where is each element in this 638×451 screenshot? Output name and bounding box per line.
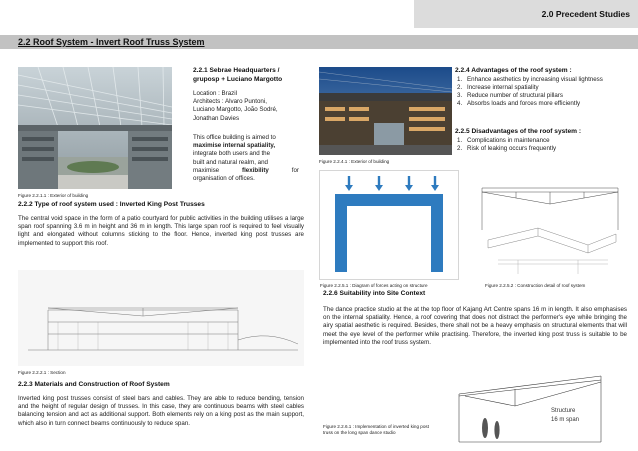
dance-studio-sketch: [455, 372, 605, 444]
advantage-item: 1. Enhance aesthetics by increasing visual lightness: [457, 76, 603, 83]
forces-diagram: [319, 170, 459, 280]
exterior-photo-left: [18, 67, 172, 189]
project-desc-3-text: integrate both users and the: [193, 150, 271, 158]
type-heading: 2.2.2 Type of roof system used : Inverted King Post Trusses: [18, 201, 205, 208]
project-description: [193, 134, 299, 183]
sketch-label-1: Structure: [551, 408, 576, 414]
figure-caption-exterior-left: Figure 2.2.1.1 : Exterior of building: [18, 193, 89, 198]
figure-caption-sketch-2: truss on the long span dance studio: [323, 429, 396, 435]
page-title: 2.0 Precedent Studies: [541, 9, 630, 19]
figure-caption-exterior-right: Figure 2.2.4.1 : Exterior of building: [319, 159, 390, 164]
materials-heading: 2.2.3 Materials and Construction of Roof System: [18, 381, 170, 388]
section-drawing: [18, 270, 304, 366]
section-title-bar: [0, 35, 638, 49]
project-desc-5: [193, 167, 299, 175]
project-location: Location : Brazil: [193, 90, 238, 97]
figure-caption-section: Figure 2.2.2.1 : Section: [18, 370, 66, 375]
materials-body: Inverted king post trusses consist of steel bars and cables. They are able to reduce bending, tension and the height of regular design of trusses. In this case, they are continuous beams with steel cables balancing tension and act as additional support. Both elements rely on a king post as the main support, which also in turn connect beams continuously to reduce span.: [18, 395, 304, 427]
project-desc-6: organisation of offices.: [193, 174, 255, 182]
project-desc-2: maximise internal spatiality,: [193, 142, 276, 150]
figure-caption-forces: Figure 2.2.5.1 : Diagram of forces acting on structure: [320, 283, 428, 288]
figure-caption-sketch-1: Figure 2.2.6.1 : Implementation of inverted king post: [323, 424, 429, 429]
project-desc-5b: flexibility: [242, 166, 269, 174]
page-header-bar: [414, 0, 638, 28]
construction-detail-drawing: [478, 170, 623, 280]
section-title: 2.2 Roof System - Invert Roof Truss System: [18, 37, 205, 47]
project-heading-line2: gruposp + Luciano Margotto: [193, 76, 283, 83]
suitability-body: The dance practice studio at the at the top floor of Kajang Art Centre spans 16 m in length. It also emphasises on the internal spatiality. Hence, a roof covering that does not distract the performer's eye while bringing the airy spatial aesthetic is required. Besides, there shall not be a heavy emphasis on structural elements that will meet the eye level of the performer while practising. Therefore, the inverted king post truss is suitable to be implemented into the roof truss system.: [323, 306, 627, 346]
project-desc-5a: maximise: [193, 166, 220, 174]
exterior-photo-right: [319, 67, 452, 155]
project-desc-5c: for: [291, 166, 299, 174]
project-architects-1: Architects : Alvaro Puntoni,: [193, 98, 267, 106]
project-desc-3: [193, 150, 299, 158]
project-desc-4: built and natural realm, and: [193, 158, 268, 166]
project-architects-3: Jonathan Davies: [193, 114, 240, 122]
disadvantages-list: [457, 137, 627, 153]
type-body: The central void space in the form of a patio courtyard for public activities in the building utilises a large span roof spanning 3.6 m in height and 36 m in length. This large span roof is required to feel visually light and elongated without columns sticking to the floor. Hence, inverted king post trusses are implemented to support this roof.: [18, 215, 304, 247]
advantages-list: [457, 76, 627, 108]
figure-caption-construction: Figure 2.2.5.2 : Construction detail of roof system: [485, 283, 586, 288]
advantage-item: 3. Reduce number of structural pillars: [457, 92, 563, 100]
project-architects-2: Luciano Margotto, João Sodré,: [193, 106, 278, 114]
suitability-heading: 2.2.6 Suitability into Site Context: [323, 290, 426, 297]
project-desc-1: This office building is aimed to: [193, 134, 276, 141]
advantage-item: 2. Increase internal spatiality: [457, 84, 539, 92]
project-heading-line1: 2.2.1 Sebrae Headquarters /: [193, 67, 280, 74]
advantages-heading: 2.2.4 Advantages of the roof system :: [455, 67, 572, 74]
column-left: [335, 206, 347, 272]
column-right: [431, 206, 443, 272]
figure-caption-sketch: [323, 424, 429, 435]
sketch-label-2: 16 m span: [551, 417, 580, 423]
disadvantages-heading: 2.2.5 Disadvantages of the roof system :: [455, 128, 582, 135]
beam-bar: [335, 194, 443, 206]
advantage-item: 4. Absorbs loads and forces more efficiently: [457, 100, 581, 108]
disadvantage-item: 2. Risk of leaking occurs frequently: [457, 145, 557, 153]
disadvantage-item: 1. Complications in maintenance: [457, 137, 550, 144]
project-details: [193, 90, 303, 123]
